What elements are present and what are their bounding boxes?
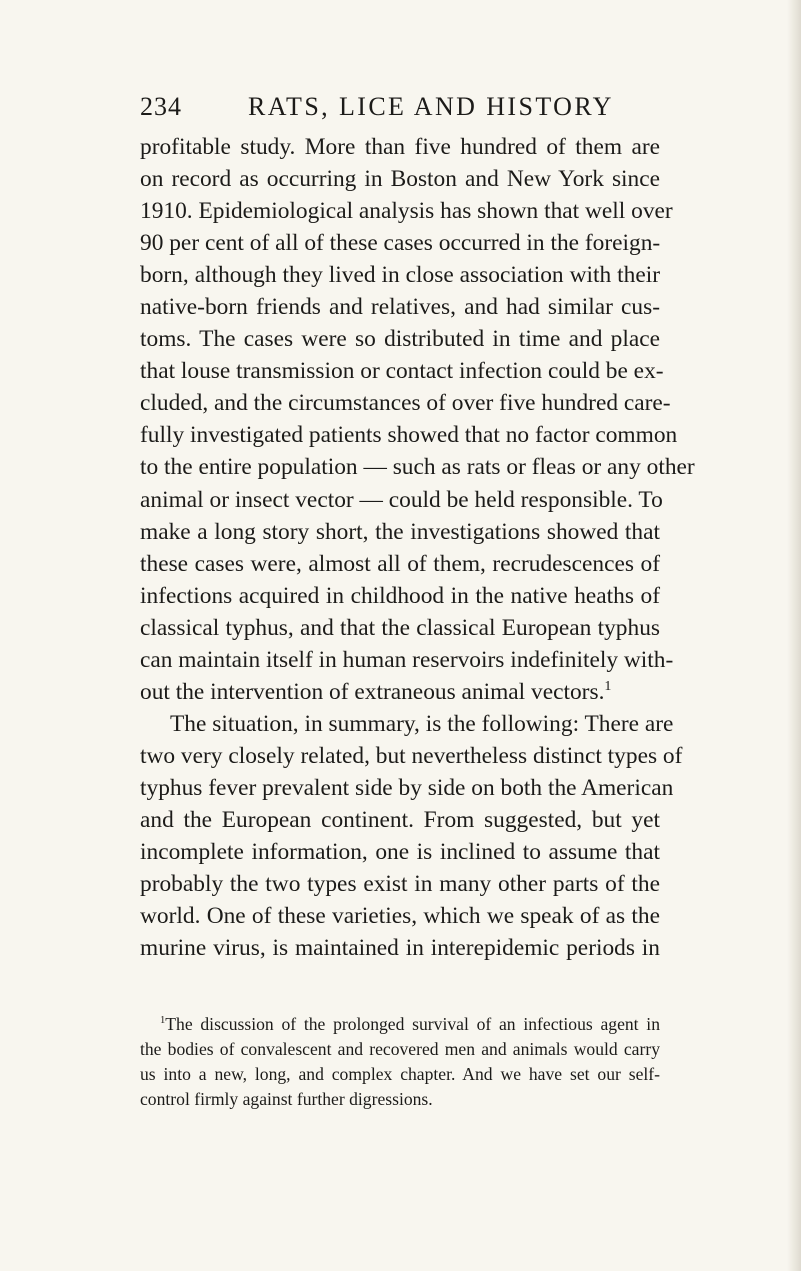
- text-line: classical typhus, and that the classical European typhus: [140, 614, 660, 641]
- footnote-line: [140, 1012, 660, 1037]
- text-line: The situation, in summary, is the following: There are: [170, 710, 674, 737]
- text-line: infections acquired in childhood in the native heaths of: [140, 582, 660, 609]
- text-line: these cases were, almost all of them, recrudescences of: [140, 550, 660, 577]
- body-text: [140, 131, 695, 964]
- paragraph-end-text: out the intervention of extraneous animal vectors.: [140, 678, 605, 705]
- footnote-reference[interactable]: 1: [604, 677, 612, 694]
- text-line: 1910. Epidemiological analysis has shown that well over: [140, 198, 673, 225]
- text-line: fully investigated patients showed that no factor common: [140, 422, 678, 449]
- text-line: 90 per cent of all of these cases occurred in the foreign-: [140, 230, 661, 257]
- text-line: murine virus, is maintained in interepidemic periods in: [140, 935, 660, 962]
- text-line: can maintain itself in human reservoirs indefinitely with-: [140, 646, 674, 673]
- text-line: born, although they lived in close association with their: [140, 262, 660, 289]
- footnote-text: The discussion of the prolonged survival of an infectious agent in: [165, 1014, 660, 1034]
- footnote-line: the bodies of convalescent and recovered men and animals would carry: [140, 1039, 660, 1059]
- footnote-marker: 1: [160, 1015, 166, 1027]
- text-line: and the European continent. From suggested, but yet: [140, 806, 660, 833]
- text-line: incomplete information, one is inclined to assume that: [140, 839, 660, 866]
- text-line: two very closely related, but nevertheless distinct types of: [140, 742, 683, 769]
- footnote-line: us into a new, long, and complex chapter. And we have set our self-: [140, 1064, 660, 1084]
- running-header: [140, 92, 660, 128]
- text-line: toms. The cases were so distributed in time and place: [140, 326, 660, 353]
- footnote-line: control firmly against further digressions.: [140, 1089, 433, 1109]
- text-line: animal or insect vector — could be held responsible. To: [140, 486, 663, 513]
- text-line: world. One of these varieties, which we speak of as the: [140, 903, 660, 930]
- text-line: probably the two types exist in many other parts of the: [140, 871, 660, 898]
- paragraph-end-line: [140, 676, 660, 708]
- text-line: to the entire population — such as rats or fleas or any other: [140, 454, 695, 481]
- text-line: that louse transmission or contact infection could be ex-: [140, 358, 664, 385]
- text-line: profitable study. More than five hundred of them are: [140, 134, 660, 160]
- text-line: typhus fever prevalent side by side on both the American: [140, 774, 674, 801]
- text-line: native-born friends and relatives, and had similar cus-: [140, 294, 660, 321]
- running-title: RATS, LICE AND HISTORY: [248, 92, 614, 121]
- text-line: cluded, and the circumstances of over five hundred care-: [140, 390, 671, 417]
- page-edge-shadow: [787, 0, 801, 1271]
- page-number: 234: [140, 92, 182, 121]
- text-line: make a long story short, the investigations showed that: [140, 518, 660, 545]
- text-line: on record as occurring in Boston and New York since: [140, 166, 660, 193]
- footnote: [140, 1012, 660, 1112]
